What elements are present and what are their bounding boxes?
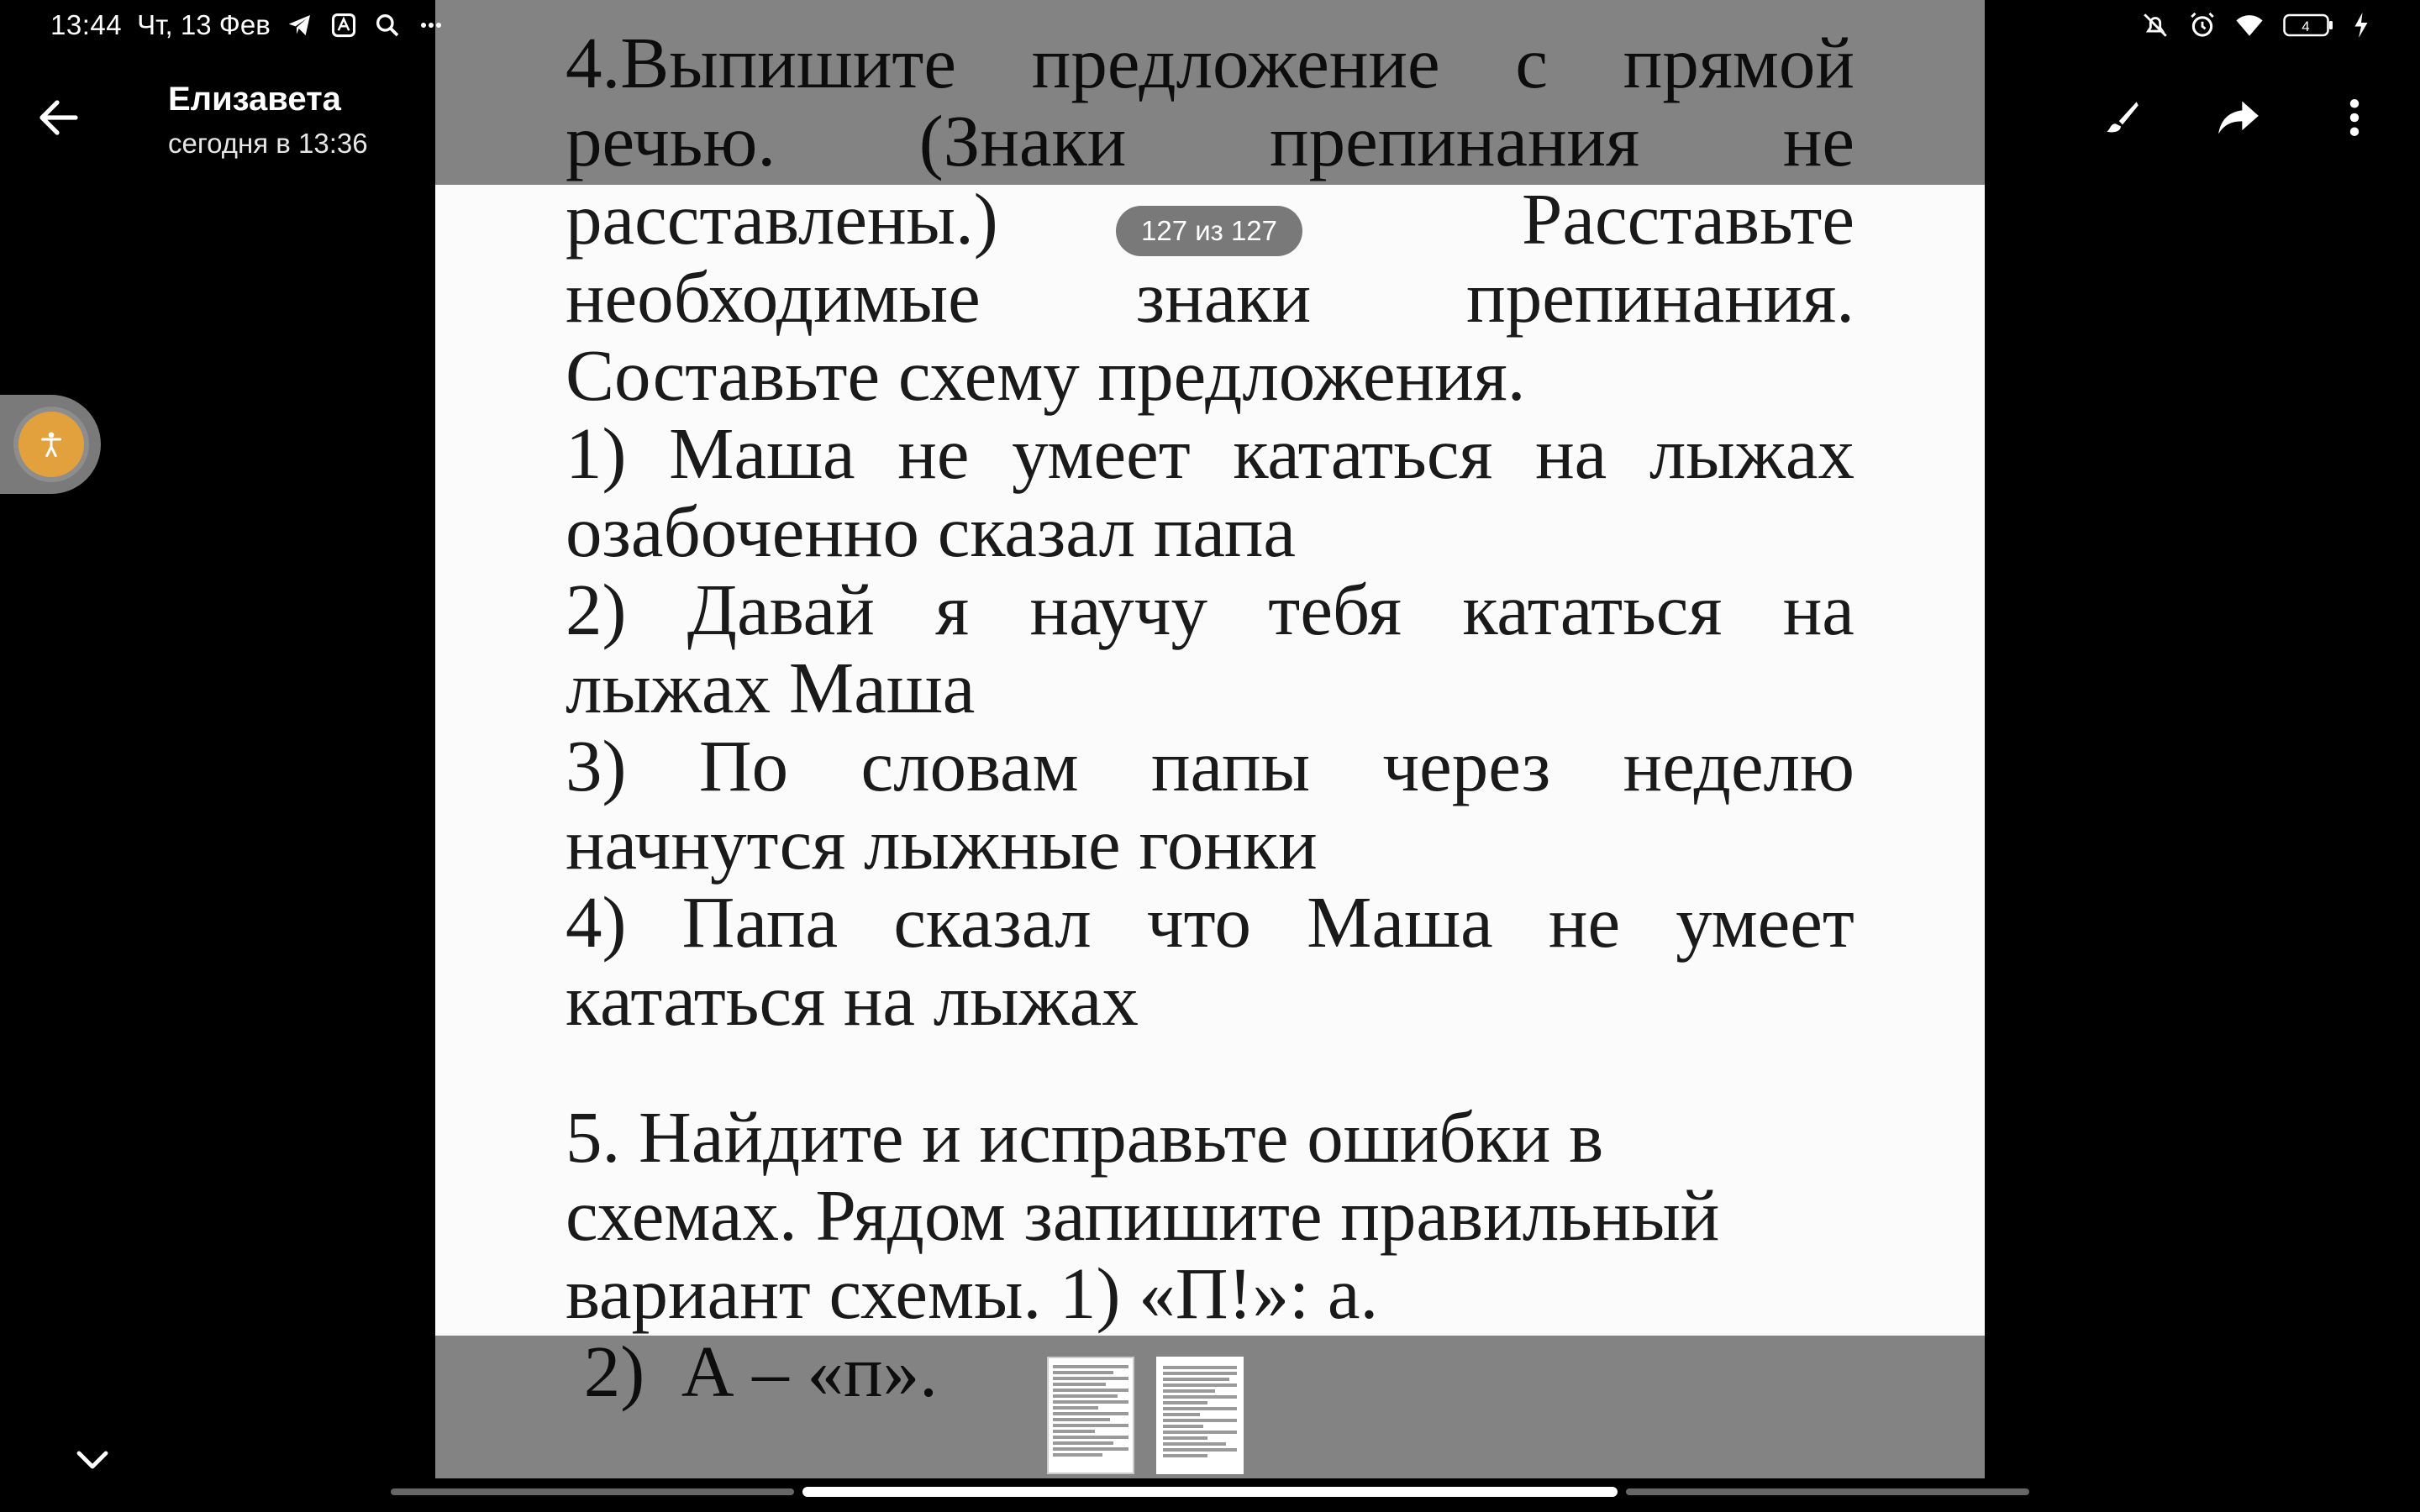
chevron-down-icon — [76, 1450, 109, 1470]
thumbnail-strip — [1047, 1357, 1244, 1474]
document-word: 3) — [566, 725, 627, 806]
share-button[interactable] — [2207, 86, 2270, 150]
document-line: 2) А – «п». — [566, 1331, 938, 1412]
document-line — [566, 258, 1854, 336]
more-options-button[interactable] — [2323, 86, 2386, 150]
document-word: научу — [1029, 569, 1207, 650]
document-word: через — [1382, 725, 1551, 806]
document-line — [566, 414, 1854, 492]
svg-text:4: 4 — [2302, 18, 2310, 34]
status-date: Чт, 13 Фев — [137, 9, 271, 40]
thumbnail-current[interactable] — [1156, 1357, 1244, 1474]
document-line — [566, 570, 1854, 648]
document-word: я — [935, 569, 970, 650]
document-word: не — [1548, 881, 1621, 963]
battery-icon — [2282, 11, 2334, 39]
back-button[interactable] — [32, 91, 86, 144]
app-icon — [329, 11, 358, 39]
document-word: препинания — [1270, 100, 1640, 181]
document-word: тебя — [1268, 569, 1402, 650]
accessibility-icon — [36, 429, 66, 459]
document-line: начнутся лыжные гонки — [566, 803, 1318, 885]
document-word: что — [1146, 881, 1251, 963]
document-line — [566, 883, 1854, 961]
viewer-background-left — [0, 0, 435, 1512]
document-line: вариант схемы. 1) «П!»: а. — [566, 1252, 1379, 1334]
status-time: 13:44 — [50, 9, 123, 40]
document-line: кататься на лыжах — [566, 959, 1139, 1041]
telegram-icon — [286, 11, 314, 39]
document-word: (Знаки — [918, 100, 1127, 181]
document-word: Расставьте — [1521, 178, 1854, 260]
document-word: знаки — [1135, 256, 1312, 338]
photo-scrubber[interactable] — [391, 1488, 2029, 1497]
viewer-background-right — [1985, 0, 2420, 1512]
document-word: По — [698, 725, 789, 806]
document-line: схемах. Рядом запишите правильный — [566, 1174, 1720, 1256]
document-word: папы — [1151, 725, 1311, 806]
document-word: неделю — [1623, 725, 1854, 806]
scrubber-position — [802, 1487, 1618, 1497]
viewer-header — [0, 50, 2420, 185]
document-word: предложение — [1031, 22, 1440, 103]
share-arrow-icon — [2217, 99, 2260, 136]
document-line: озабоченно сказал папа — [566, 491, 1297, 572]
document-word: Маша — [669, 412, 855, 494]
document-word: 2) — [566, 569, 627, 650]
document-word: не — [897, 412, 970, 494]
document-word: лыжах — [1649, 412, 1854, 494]
document-word: прямой — [1623, 22, 1854, 103]
document-word: расставлены.) — [566, 178, 998, 260]
document-word: препинания. — [1466, 256, 1854, 338]
document-word: Маша — [1307, 881, 1493, 963]
wifi-icon — [2235, 11, 2264, 39]
accessibility-button[interactable] — [18, 412, 84, 477]
document-word: необходимые — [566, 256, 981, 338]
sender-name: Елизавета — [168, 81, 341, 118]
paragraph-gap — [566, 1039, 1854, 1098]
sent-time: сегодня в 13:36 — [168, 128, 368, 159]
document-word: словам — [860, 725, 1079, 806]
document-line: Составьте схему предложения. — [566, 334, 1526, 416]
document-word: умеет — [1676, 881, 1854, 963]
brush-icon — [2102, 97, 2144, 139]
document-word: кататься — [1233, 412, 1493, 494]
alarm-icon — [2188, 11, 2217, 39]
document-word: не — [1782, 100, 1854, 181]
more-dots-icon — [417, 11, 445, 39]
document-word: с — [1515, 22, 1549, 103]
edit-button[interactable] — [2091, 86, 2154, 150]
thumbnail-prev[interactable] — [1047, 1357, 1134, 1474]
collapse-button[interactable] — [69, 1443, 116, 1477]
document-word: Папа — [681, 881, 839, 963]
status-bar — [0, 0, 2420, 50]
document-word: речью. — [566, 100, 776, 181]
document-word: сказал — [893, 881, 1092, 963]
search-icon — [373, 11, 402, 39]
photo-counter: 127 из 127 — [1116, 206, 1302, 256]
document-word: на — [1535, 412, 1607, 494]
arrow-left-icon — [39, 99, 79, 136]
document-word: на — [1782, 569, 1854, 650]
document-line: 5. Найдите и исправьте ошибки в — [566, 1096, 1604, 1178]
document-word: 4.Выпишите — [566, 22, 957, 103]
document-line — [566, 727, 1854, 805]
document-word: 1) — [566, 412, 627, 494]
charging-icon — [2353, 11, 2370, 39]
document-word: кататься — [1462, 569, 1723, 650]
document-word: умеет — [1012, 412, 1191, 494]
document-line: лыжах Маша — [566, 647, 976, 728]
document-word: 4) — [566, 881, 627, 963]
document-word: Давай — [687, 569, 875, 650]
more-vertical-icon — [2349, 98, 2360, 137]
mute-icon — [2141, 11, 2170, 39]
